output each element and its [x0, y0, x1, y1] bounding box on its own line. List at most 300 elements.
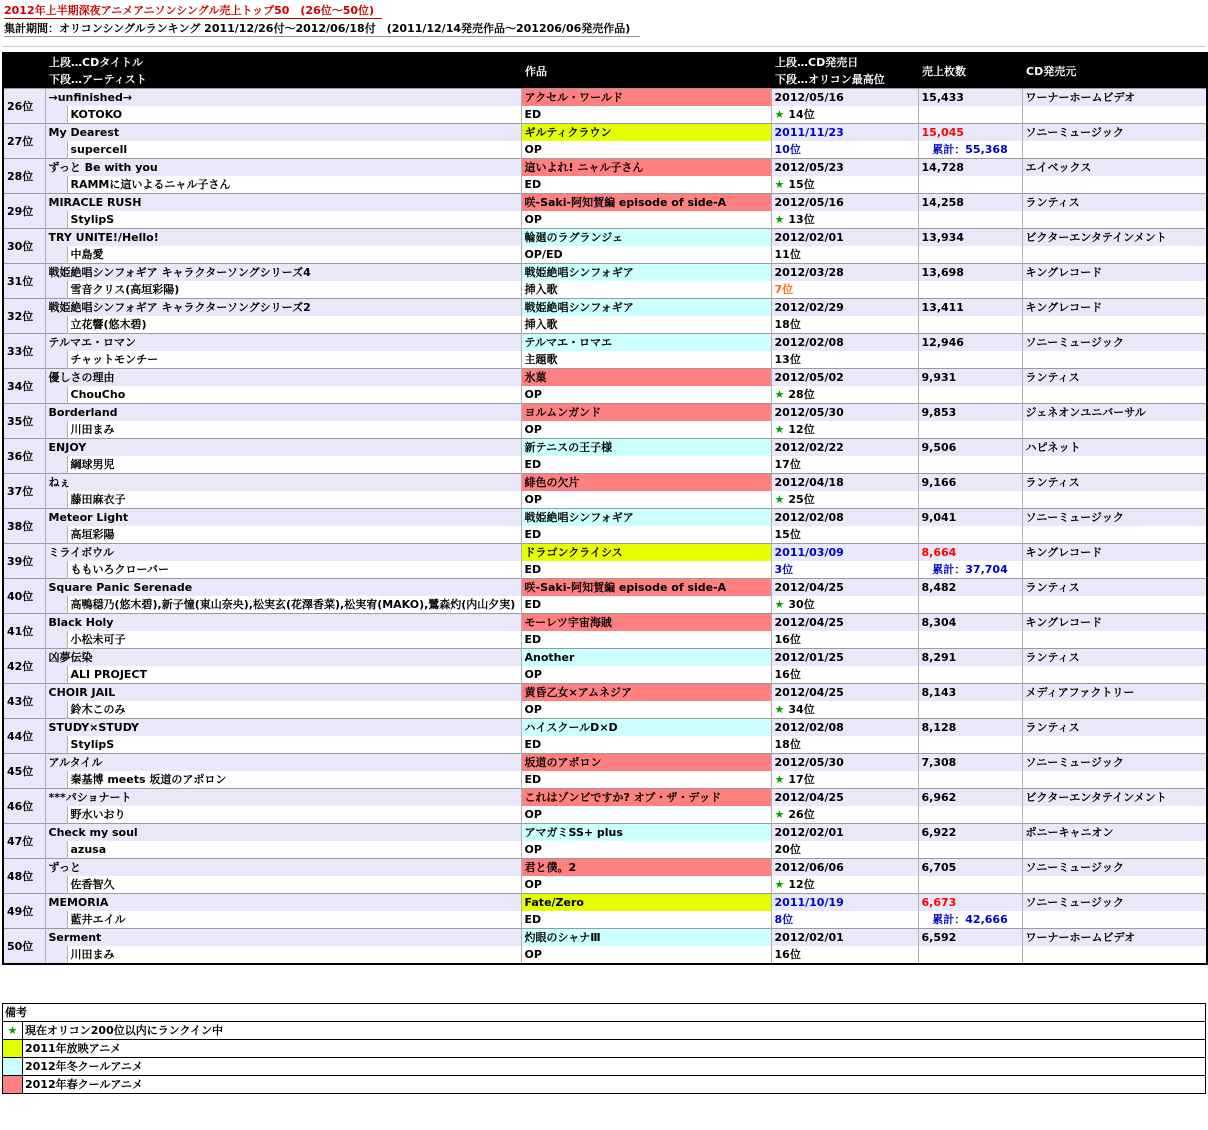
song-type: OP: [521, 876, 771, 894]
song-type: ED: [521, 176, 771, 194]
song-type: ED: [521, 106, 771, 124]
rank-cell: 34位: [3, 369, 45, 404]
artist-name: KOTOKO: [67, 106, 521, 124]
sales-count: 9,931: [918, 369, 1022, 387]
table-row: [3, 579, 1207, 597]
sales-count: 15,045: [918, 124, 1022, 142]
table-row: [3, 929, 1207, 947]
table-row: [3, 789, 1207, 807]
table-row: [3, 89, 1207, 107]
table-row: [3, 194, 1207, 212]
header-peak: 下段…オリコン最高位: [771, 71, 918, 89]
table-row-sub: [3, 561, 1207, 579]
blank-cell: [1022, 841, 1207, 859]
table-row-sub: [3, 771, 1207, 789]
song-title: MEMORIA: [45, 894, 521, 912]
cumulative-sales: [918, 176, 1022, 194]
song-title: Black Holy: [45, 614, 521, 632]
star-icon: ★: [774, 178, 785, 191]
artist-name: azusa: [67, 841, 521, 859]
artist-name: 中島愛: [67, 246, 521, 264]
table-row-sub: [3, 946, 1207, 964]
star-icon: ★: [3, 1022, 23, 1040]
star-icon: ★: [774, 423, 785, 436]
rank-cell: 39位: [3, 544, 45, 579]
blank-cell: [1022, 351, 1207, 369]
artist-name: supercell: [67, 141, 521, 159]
record-label: メディアファクトリー: [1022, 684, 1207, 702]
anime-work: 氷菓: [521, 369, 771, 387]
song-title: Square Panic Serenade: [45, 579, 521, 597]
cumulative-sales: [918, 246, 1022, 264]
peak-rank: 34位: [788, 703, 815, 716]
peak-rank: 30位: [788, 598, 815, 611]
table-row-sub: [3, 456, 1207, 474]
header-artist: 下段…アーティスト: [45, 71, 521, 89]
rank-cell: 30位: [3, 229, 45, 264]
record-label: ワーナーホームビデオ: [1022, 929, 1207, 947]
peak-rank: 15位: [774, 528, 801, 541]
blank-cell: [1022, 176, 1207, 194]
release-date: 2012/04/18: [771, 474, 918, 492]
table-row-sub: [3, 351, 1207, 369]
blank-cell: [1022, 561, 1207, 579]
rank-cell: 40位: [3, 579, 45, 614]
table-row: [3, 439, 1207, 457]
song-title: Meteor Light: [45, 509, 521, 527]
artist-name: StylipS: [67, 736, 521, 754]
release-date: 2012/05/16: [771, 194, 918, 212]
star-icon: ★: [774, 213, 785, 226]
table-row-sub: [3, 806, 1207, 824]
indent-cell: [45, 211, 67, 229]
artist-name: 藤田麻衣子: [67, 491, 521, 509]
artist-name: チャットモンチー: [67, 351, 521, 369]
table-row: [3, 334, 1207, 352]
release-date: 2012/04/25: [771, 789, 918, 807]
cumulative-sales: [918, 351, 1022, 369]
blank-cell: [1022, 456, 1207, 474]
table-row-sub: [3, 281, 1207, 299]
release-date: 2012/05/23: [771, 159, 918, 177]
peak-rank-cell: [771, 526, 918, 544]
artist-name: StylipS: [67, 211, 521, 229]
artist-name: 秦基博 meets 坂道のアポロン: [67, 771, 521, 789]
anime-work: ヨルムンガンド: [521, 404, 771, 422]
anime-work: ハイスクールD×D: [521, 719, 771, 737]
release-date: 2012/05/30: [771, 754, 918, 772]
song-type: ED: [521, 736, 771, 754]
cumulative-sales: 累計：42,666: [918, 911, 1022, 929]
indent-cell: [45, 141, 67, 159]
song-title: 凶夢伝染: [45, 649, 521, 667]
anime-work: 緋色の欠片: [521, 474, 771, 492]
indent-cell: [45, 421, 67, 439]
indent-cell: [45, 281, 67, 299]
record-label: キングレコード: [1022, 544, 1207, 562]
release-date: 2012/02/01: [771, 229, 918, 247]
peak-rank-cell: [771, 246, 918, 264]
peak-rank: 18位: [774, 738, 801, 751]
indent-cell: [45, 176, 67, 194]
peak-rank-cell: [771, 596, 918, 614]
star-icon: ★: [774, 703, 785, 716]
table-row: [3, 859, 1207, 877]
record-label: ランティス: [1022, 194, 1207, 212]
record-label: ソニーミュージック: [1022, 754, 1207, 772]
peak-rank: 7位: [774, 283, 794, 296]
record-label: キングレコード: [1022, 299, 1207, 317]
song-title: アルタイル: [45, 754, 521, 772]
song-title: →unfinished→: [45, 89, 521, 107]
table-row: [3, 404, 1207, 422]
sales-count: 14,258: [918, 194, 1022, 212]
song-title: Check my soul: [45, 824, 521, 842]
song-title: ミライボウル: [45, 544, 521, 562]
release-date: 2012/02/08: [771, 719, 918, 737]
table-row: [3, 544, 1207, 562]
table-row-sub: [3, 666, 1207, 684]
table-row: [3, 264, 1207, 282]
cumulative-sales: 累計：55,368: [918, 141, 1022, 159]
release-date: 2011/03/09: [771, 544, 918, 562]
record-label: ランティス: [1022, 719, 1207, 737]
divider: [2, 46, 1206, 47]
peak-rank: 16位: [774, 633, 801, 646]
song-type: OP: [521, 141, 771, 159]
song-title: テルマエ・ロマン: [45, 334, 521, 352]
sales-count: 13,411: [918, 299, 1022, 317]
peak-rank-cell: [771, 491, 918, 509]
rank-cell: 50位: [3, 929, 45, 965]
peak-rank-cell: [771, 946, 918, 964]
cumulative-sales: [918, 701, 1022, 719]
blank-cell: [1022, 946, 1207, 964]
record-label: ジェネオンユニバーサル: [1022, 404, 1207, 422]
indent-cell: [45, 386, 67, 404]
sales-count: 8,143: [918, 684, 1022, 702]
song-type: ED: [521, 771, 771, 789]
record-label: ワーナーホームビデオ: [1022, 89, 1207, 107]
peak-rank-cell: [771, 841, 918, 859]
table-row-sub: [3, 701, 1207, 719]
peak-rank-cell: [771, 666, 918, 684]
anime-work: Another: [521, 649, 771, 667]
anime-work: 咲-Saki-阿知賀編 episode of side-A: [521, 579, 771, 597]
indent-cell: [45, 771, 67, 789]
peak-rank-cell: [771, 386, 918, 404]
song-title: ENJOY: [45, 439, 521, 457]
table-row: [3, 474, 1207, 492]
legend-item: [3, 1058, 1206, 1076]
table-row-sub: [3, 246, 1207, 264]
sales-count: 8,128: [918, 719, 1022, 737]
legend-text: 現在オリコン200位以内にランクイン中: [23, 1022, 1206, 1040]
release-date: 2012/05/30: [771, 404, 918, 422]
blank-cell: [1022, 386, 1207, 404]
sales-count: 6,922: [918, 824, 1022, 842]
record-label: ソニーミュージック: [1022, 894, 1207, 912]
record-label: ソニーミュージック: [1022, 859, 1207, 877]
song-type: OP: [521, 701, 771, 719]
record-label: ランティス: [1022, 369, 1207, 387]
song-title: My Dearest: [45, 124, 521, 142]
rank-cell: 47位: [3, 824, 45, 859]
peak-rank: 3位: [774, 563, 794, 576]
release-date: 2012/02/01: [771, 929, 918, 947]
legend-text: 2012年春クールアニメ: [23, 1076, 1206, 1094]
blank-cell: [1022, 771, 1207, 789]
indent-cell: [45, 701, 67, 719]
song-type: OP: [521, 421, 771, 439]
table-row: [3, 649, 1207, 667]
peak-rank-cell: [771, 736, 918, 754]
blank-cell: [1022, 631, 1207, 649]
record-label: ソニーミュージック: [1022, 124, 1207, 142]
table-row: [3, 124, 1207, 142]
rank-cell: 38位: [3, 509, 45, 544]
release-date: 2011/11/23: [771, 124, 918, 142]
table-row: [3, 719, 1207, 737]
indent-cell: [45, 561, 67, 579]
rank-cell: 36位: [3, 439, 45, 474]
cumulative-sales: [918, 806, 1022, 824]
blank-cell: [1022, 141, 1207, 159]
artist-name: 野水いおり: [67, 806, 521, 824]
song-title: ずっと: [45, 859, 521, 877]
song-title: ***パショナート: [45, 789, 521, 807]
peak-rank: 25位: [788, 493, 815, 506]
anime-work: 這いよれ! ニャル子さん: [521, 159, 771, 177]
color-swatch: [3, 1040, 23, 1058]
cumulative-sales: [918, 771, 1022, 789]
table-row-sub: [3, 841, 1207, 859]
song-type: ED: [521, 911, 771, 929]
cumulative-sales: [918, 316, 1022, 334]
rank-cell: 44位: [3, 719, 45, 754]
sales-count: 8,482: [918, 579, 1022, 597]
blank-cell: [1022, 246, 1207, 264]
peak-rank-cell: [771, 631, 918, 649]
record-label: キングレコード: [1022, 614, 1207, 632]
peak-rank: 14位: [788, 108, 815, 121]
star-icon: ★: [774, 878, 785, 891]
song-type: 主題歌: [521, 351, 771, 369]
sales-count: 13,934: [918, 229, 1022, 247]
release-date: 2012/01/25: [771, 649, 918, 667]
peak-rank: 8位: [774, 913, 794, 926]
table-row-sub: [3, 421, 1207, 439]
blank-cell: [1022, 491, 1207, 509]
blank-cell: [1022, 876, 1207, 894]
release-date: 2012/05/02: [771, 369, 918, 387]
sales-count: 9,506: [918, 439, 1022, 457]
peak-rank-cell: [771, 771, 918, 789]
indent-cell: [45, 351, 67, 369]
table-row-sub: [3, 911, 1207, 929]
song-type: 挿入歌: [521, 316, 771, 334]
song-type: ED: [521, 596, 771, 614]
star-icon: ★: [774, 773, 785, 786]
sales-count: 6,673: [918, 894, 1022, 912]
sales-count: 8,291: [918, 649, 1022, 667]
release-date: 2012/04/25: [771, 684, 918, 702]
peak-rank-cell: [771, 421, 918, 439]
color-swatch: [3, 1076, 23, 1094]
song-title: STUDY×STUDY: [45, 719, 521, 737]
color-swatch: [3, 1058, 23, 1076]
anime-work: 黄昏乙女×アムネジア: [521, 684, 771, 702]
record-label: キングレコード: [1022, 264, 1207, 282]
artist-name: 藍井エイル: [67, 911, 521, 929]
table-row: [3, 229, 1207, 247]
anime-work: モーレツ宇宙海賊: [521, 614, 771, 632]
peak-rank-cell: [771, 176, 918, 194]
page-title: 2012年上半期深夜アニメアニソンシングル売上トップ50 (26位～50位): [4, 2, 382, 19]
rank-cell: 48位: [3, 859, 45, 894]
song-title: 戦姫絶唱シンフォギア キャラクターソングシリーズ2: [45, 299, 521, 317]
star-icon: ★: [774, 598, 785, 611]
blank-cell: [1022, 211, 1207, 229]
record-label: ランティス: [1022, 579, 1207, 597]
song-type: OP: [521, 946, 771, 964]
peak-rank-cell: [771, 911, 918, 929]
indent-cell: [45, 631, 67, 649]
table-row-sub: [3, 106, 1207, 124]
cumulative-sales: [918, 666, 1022, 684]
anime-work: これはゾンビですか? オブ・ザ・デッド: [521, 789, 771, 807]
table-row-sub: [3, 491, 1207, 509]
legend-header: [3, 1004, 1206, 1022]
peak-rank: 17位: [774, 458, 801, 471]
sales-count: 12,946: [918, 334, 1022, 352]
rank-cell: 27位: [3, 124, 45, 159]
peak-rank: 18位: [774, 318, 801, 331]
song-title: MIRACLE RUSH: [45, 194, 521, 212]
anime-work: 新テニスの王子様: [521, 439, 771, 457]
artist-name: 高鴨穏乃(悠木碧),新子憧(東山奈央),松実玄(花澤香菜),松実宥(MAKO),鷺森灼(内山夕実): [67, 596, 521, 614]
sales-count: 14,728: [918, 159, 1022, 177]
release-date: 2012/02/08: [771, 509, 918, 527]
blank-cell: [1022, 911, 1207, 929]
table-row-sub: [3, 386, 1207, 404]
anime-work: 灼眼のシャナⅢ: [521, 929, 771, 947]
blank-cell: [1022, 421, 1207, 439]
blank-cell: [1022, 596, 1207, 614]
legend-table: [2, 1003, 1206, 1094]
peak-rank-cell: [771, 141, 918, 159]
peak-rank: 17位: [788, 773, 815, 786]
anime-work: 坂道のアポロン: [521, 754, 771, 772]
song-type: OP: [521, 806, 771, 824]
sales-count: 9,166: [918, 474, 1022, 492]
song-type: OP: [521, 491, 771, 509]
release-date: 2012/02/01: [771, 824, 918, 842]
indent-cell: [45, 596, 67, 614]
cumulative-sales: 累計：37,704: [918, 561, 1022, 579]
cumulative-sales: [918, 596, 1022, 614]
artist-name: ALI PROJECT: [67, 666, 521, 684]
rank-cell: 42位: [3, 649, 45, 684]
artist-name: 鈴木このみ: [67, 701, 521, 719]
table-row: [3, 824, 1207, 842]
anime-work: テルマエ・ロマエ: [521, 334, 771, 352]
indent-cell: [45, 876, 67, 894]
rank-cell: 35位: [3, 404, 45, 439]
table-row: [3, 299, 1207, 317]
cumulative-sales: [918, 281, 1022, 299]
release-date: 2012/05/16: [771, 89, 918, 107]
star-icon: ★: [774, 493, 785, 506]
artist-name: RAMMに這いよるニャル子さん: [67, 176, 521, 194]
artist-name: ももいろクローバー: [67, 561, 521, 579]
table-row: [3, 754, 1207, 772]
header-title: 上段…CDタイトル: [45, 53, 521, 71]
header-rank-blank: [3, 71, 45, 89]
indent-cell: [45, 666, 67, 684]
song-title: TRY UNITE!/Hello!: [45, 229, 521, 247]
table-row-sub: [3, 526, 1207, 544]
ranking-table: [2, 52, 1208, 965]
rank-cell: 45位: [3, 754, 45, 789]
peak-rank: 12位: [788, 878, 815, 891]
legend-text: 2012年冬クールアニメ: [23, 1058, 1206, 1076]
anime-work: 戦姫絶唱シンフォギア: [521, 264, 771, 282]
release-date: 2012/06/06: [771, 859, 918, 877]
song-type: OP: [521, 386, 771, 404]
indent-cell: [45, 841, 67, 859]
sales-count: 6,962: [918, 789, 1022, 807]
sales-count: 13,698: [918, 264, 1022, 282]
peak-rank: 28位: [788, 388, 815, 401]
peak-rank-cell: [771, 351, 918, 369]
cumulative-sales: [918, 421, 1022, 439]
table-row: [3, 509, 1207, 527]
anime-work: ギルティクラウン: [521, 124, 771, 142]
peak-rank-cell: [771, 456, 918, 474]
anime-work: 君と僕。2: [521, 859, 771, 877]
artist-name: 小松未可子: [67, 631, 521, 649]
record-label: ランティス: [1022, 649, 1207, 667]
indent-cell: [45, 106, 67, 124]
header-sales: 売上枚数: [918, 53, 1022, 89]
legend-body: [3, 1004, 1206, 1094]
cumulative-sales: [918, 386, 1022, 404]
cumulative-sales: [918, 526, 1022, 544]
peak-rank: 12位: [788, 423, 815, 436]
legend-item: [3, 1076, 1206, 1094]
sales-count: 6,705: [918, 859, 1022, 877]
cumulative-sales: [918, 841, 1022, 859]
release-date: 2012/02/08: [771, 334, 918, 352]
record-label: ランティス: [1022, 474, 1207, 492]
anime-work: 咲-Saki-阿知賀編 episode of side-A: [521, 194, 771, 212]
song-type: OP: [521, 841, 771, 859]
blank-cell: [1022, 316, 1207, 334]
table-row-sub: [3, 736, 1207, 754]
header-rank: [3, 53, 45, 71]
legend-item: [3, 1022, 1206, 1040]
sales-count: 9,041: [918, 509, 1022, 527]
indent-cell: [45, 946, 67, 964]
record-label: ハピネット: [1022, 439, 1207, 457]
peak-rank: 16位: [774, 668, 801, 681]
release-date: 2012/04/25: [771, 579, 918, 597]
anime-work: 戦姫絶唱シンフォギア: [521, 299, 771, 317]
artist-name: 雪音クリス(高垣彩陽): [67, 281, 521, 299]
anime-work: 戦姫絶唱シンフォギア: [521, 509, 771, 527]
record-label: エイベックス: [1022, 159, 1207, 177]
